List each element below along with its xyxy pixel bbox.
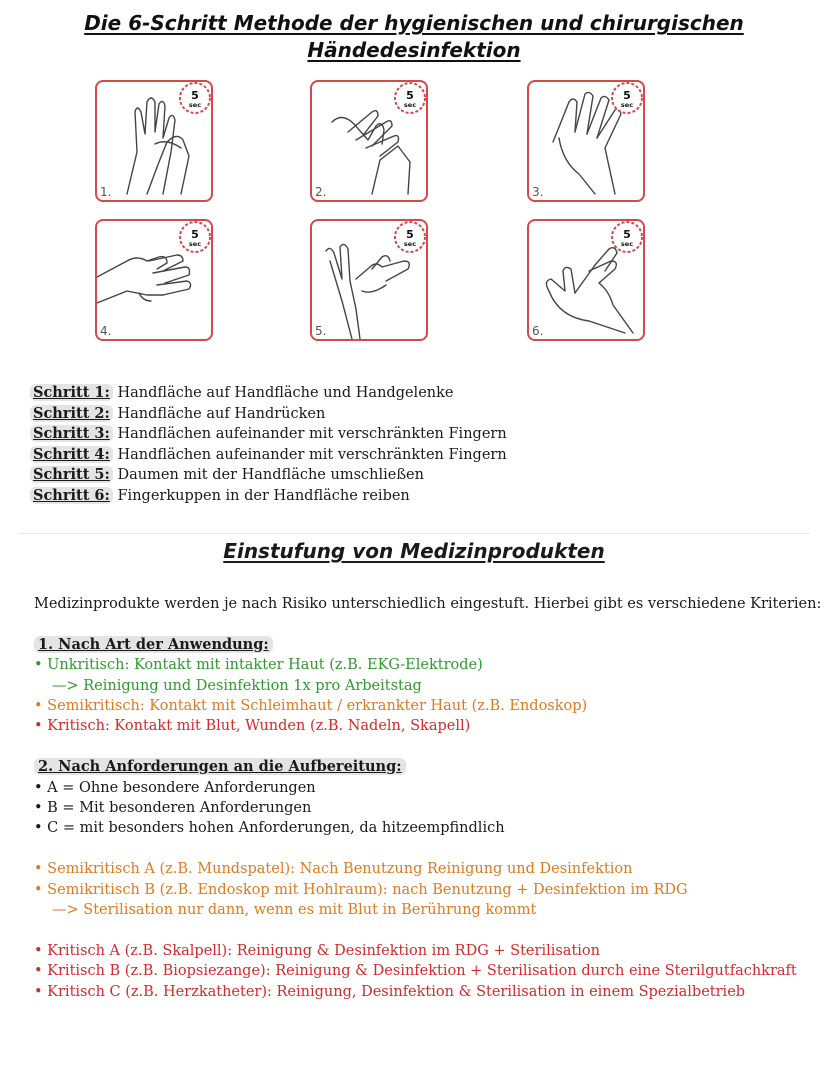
list-item: • Semikritisch B (z.B. Endoskop mit Hohlraum): nach Benutzung + Desinfektion im RDG	[34, 880, 814, 900]
list-item: —> Reinigung und Desinfektion 1x pro Arbeitstag	[52, 677, 422, 694]
list-item: • Kritisch: Kontakt mit Blut, Wunden (z.B. Nadeln, Skapell)	[34, 716, 814, 736]
list-item: —> Sterilisation nur dann, wenn es mit Blut in Berührung kommt	[52, 902, 537, 919]
step-row	[30, 465, 507, 486]
panel-number: 1.	[100, 185, 112, 199]
timer-icon	[608, 219, 645, 256]
step-label: Schritt 4:	[30, 446, 113, 463]
step-row	[30, 404, 507, 425]
timer-icon	[608, 80, 645, 117]
timer-unit: sec	[188, 240, 202, 248]
timer-value: 5	[191, 89, 199, 102]
title-line-1: Die 6-Schritt Methode der hygienischen und chirurgischen	[84, 11, 744, 35]
step-text: Handfläche auf Handrücken	[117, 405, 326, 422]
timer-value: 5	[191, 228, 199, 241]
timer-icon	[391, 219, 428, 256]
timer-icon	[176, 219, 213, 256]
step-text: Fingerkuppen in der Handfläche reiben	[117, 487, 410, 504]
panel-number: 3.	[532, 185, 544, 199]
step-row	[30, 424, 507, 445]
list-item: • B = Mit besonderen Anforderungen	[34, 798, 814, 818]
step-row	[30, 486, 507, 507]
step-panel-2	[310, 80, 428, 202]
timer-unit: sec	[403, 101, 417, 109]
step-row	[30, 445, 507, 466]
list-item: • Kritisch C (z.B. Herzkatheter): Reinigung, Desinfektion & Sterilisation in einem Spezialbetrieb	[34, 982, 814, 1002]
timer-icon	[176, 80, 213, 117]
timer-value: 5	[623, 89, 631, 102]
step-text: Handflächen aufeinander mit verschränkten Fingern	[117, 446, 507, 463]
page-title	[0, 10, 828, 64]
list-item: • Semikritisch: Kontakt mit Schleimhaut / erkrankter Haut (z.B. Endoskop)	[34, 696, 814, 716]
step-panel-5	[310, 219, 428, 341]
step-text: Handflächen aufeinander mit verschränkten Fingern	[117, 426, 507, 443]
title-line-2: Händedesinfektion	[307, 38, 521, 62]
panel-number: 4.	[100, 324, 112, 338]
step-label: Schritt 5:	[30, 466, 113, 483]
list-item: • Kritisch B (z.B. Biopsiezange): Reinigung & Desinfektion + Sterilisation durch eine Sterilgutfachkraft	[34, 961, 814, 981]
panel-number: 2.	[315, 185, 327, 199]
step-label: Schritt 3:	[30, 425, 113, 442]
step-label: Schritt 1:	[30, 384, 113, 401]
step-row	[30, 383, 507, 404]
intro-text: Medizinprodukte werden je nach Risiko unterschiedlich eingestuft. Hierbei gibt es verschiedene Kriterien:	[34, 596, 822, 612]
step-text: Daumen mit der Handfläche umschließen	[117, 467, 424, 484]
timer-unit: sec	[620, 101, 634, 109]
spacer	[34, 839, 814, 859]
classification-body	[34, 594, 822, 1002]
timer-value: 5	[406, 228, 414, 241]
step-panel-1	[95, 80, 213, 202]
steps-list	[30, 383, 507, 507]
timer-value: 5	[623, 228, 631, 241]
spacer	[34, 737, 814, 757]
timer-value: 5	[406, 89, 414, 102]
section-divider	[18, 533, 810, 534]
list-item: • Semikritisch A (z.B. Mundspatel): Nach Benutzung Reinigung und Desinfektion	[34, 859, 814, 879]
timer-unit: sec	[403, 240, 417, 248]
timer-unit: sec	[188, 101, 202, 109]
part1-heading: 1. Nach Art der Anwendung:	[34, 636, 273, 653]
spacer	[34, 920, 814, 940]
section-heading-text: Einstufung von Medizinprodukten	[223, 539, 605, 563]
list-item: • Unkritisch: Kontakt mit intakter Haut (z.B. EKG-Elektrode)	[34, 655, 814, 675]
part2-heading: 2. Nach Anforderungen an die Aufbereitung:	[34, 758, 406, 775]
list-item: • Kritisch A (z.B. Skalpell): Reinigung & Desinfektion im RDG + Sterilisation	[34, 941, 814, 961]
timer-unit: sec	[620, 240, 634, 248]
list-item: • A = Ohne besondere Anforderungen	[34, 778, 814, 798]
timer-icon	[391, 80, 428, 117]
list-item: • C = mit besonders hohen Anforderungen, da hitzeempfindlich	[34, 818, 814, 838]
panel-number: 6.	[532, 324, 544, 338]
step-text: Handfläche auf Handfläche und Handgelenke	[117, 385, 454, 401]
step-panel-6	[527, 219, 645, 341]
step-label: Schritt 6:	[30, 487, 113, 504]
step-label: Schritt 2:	[30, 405, 113, 422]
spacer	[34, 614, 814, 634]
step-panel-4	[95, 219, 213, 341]
step-panel-3	[527, 80, 645, 202]
section-heading	[0, 537, 828, 565]
panel-number: 5.	[315, 324, 327, 338]
